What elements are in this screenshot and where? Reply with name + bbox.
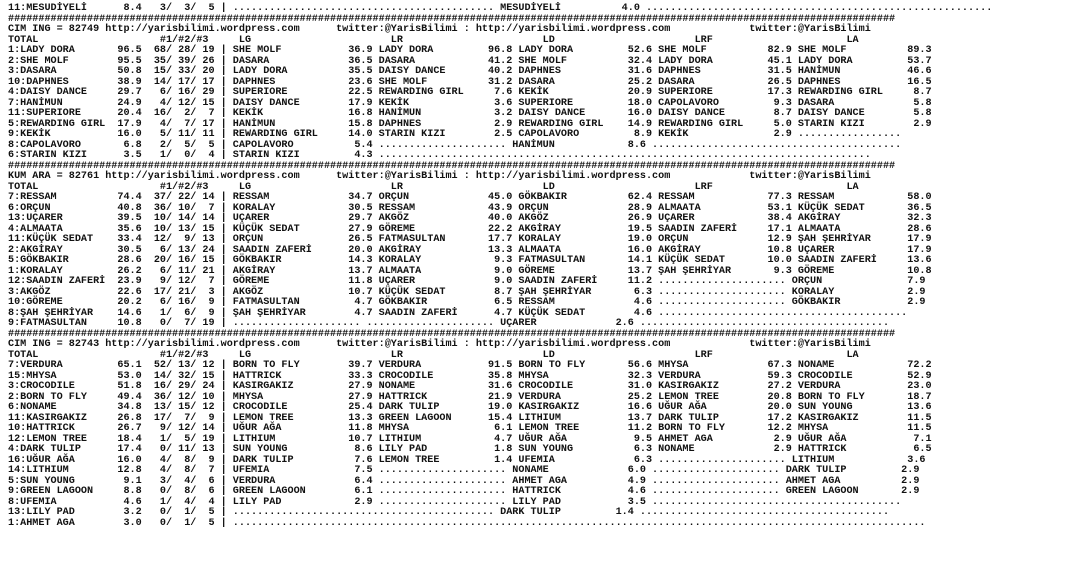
report-line: TOTAL #1/#2/#3 LG LR LD LRF LA — [8, 349, 859, 361]
report-line: 9:FATMASULTAN 10.8 0/ 7/ 19 | ..................... ..................... UÇARER 2.6 ......................................... — [8, 318, 890, 329]
report-line: 1:KORALAY 26.2 6/ 11/ 21 | AKGİRAY 13.7 ALMAATA 9.0 GÖREME 13.7 ŞAH ŞEHRİYAR 9.3 GÖREME 10.8 — [8, 265, 932, 277]
report-line: 7:HANİMUN 24.9 4/ 12/ 15 | DAISY DANCE 17.9 KEKİK 3.6 SUPERIORE 18.0 CAPOLAVORO 9.3 DASARA 5.8 — [8, 97, 932, 109]
report-line: 11:SUPERIORE 20.4 16/ 2/ 7 | KEKİK 16.8 HANİMUN 3.2 DAISY DANCE 16.0 DAISY DANCE 8.7 DAISY DANCE 5.8 — [8, 108, 932, 119]
report-line: 12:LEMON TREE 18.4 1/ 5/ 19 | LITHIUM 10.7 LITHIUM 4.7 UĞUR AĞA 9.5 AHMET AGA 2.9 UĞUR AĞA 7.1 — [8, 433, 932, 445]
report-line: 13:UÇARER 39.5 10/ 14/ 14 | UÇARER 29.7 AKGÖZ 40.0 AKGÖZ 26.9 UÇARER 38.4 AKGİRAY 32.3 — [8, 213, 932, 224]
report-line: 10:GÖREME 20.2 6/ 16/ 9 | FATMASULTAN 4.7 GÖKBAKIR 6.5 RESSAM 4.6 ..................... GÖKBAKIR 2.9 — [8, 297, 926, 308]
report-line: 11:KÜÇÜK SEDAT 33.4 12/ 9/ 13 | ORÇUN 26.5 FATMASULTAN 17.7 KORALAY 19.0 ORÇUN 12.9 ŞAH ŞEHRİYAR 17.9 — [8, 234, 932, 245]
report-line: 11:KASIRGAKIZ 26.8 17/ 7/ 9 | LEMON TREE 13.3 GREEN LAGOON 15.4 LITHIUM 13.7 DARK TULIP 17.2 KASIRGAKIZ 11.5 — [8, 412, 932, 424]
report-line: 5:GÖKBAKIR 28.6 20/ 16/ 15 | GÖKBAKIR 14.3 KORALAY 9.3 FATMASULTAN 14.1 KÜÇÜK SEDAT 10.0 SAADIN ZAFERİ 13.6 — [8, 255, 932, 266]
report-line: 4:DARK TULIP 17.4 0/ 11/ 13 | SUN YOUNG 8.6 LILY PAD 1.8 SUN YOUNG 6.3 NONAME 2.9 HATTRICK 6.5 — [8, 444, 932, 455]
report-line: 9:KEKİK 16.0 5/ 11/ 11 | REWARDING GIRL 14.0 STARIN KIZI 2.5 CAPOLAVORO 8.9 KEKİK 2.9 ................. — [8, 129, 902, 140]
report-line: 10:HATTRICK 26.7 9/ 12/ 14 | UĞUR AĞA 11.8 MHYSA 6.1 LEMON TREE 11.2 BORN TO FLY 12.2 MHYSA 11.5 — [8, 423, 932, 434]
report-line: TOTAL #1/#2/#3 LG LR LD LRF LA — [8, 34, 859, 46]
report-line: 11:MESUDİYELİ 8.4 3/ 3/ 5 | ........................................... MESUDİYELİ 4.0 ......................................................... — [8, 3, 993, 14]
report-line: 5:SUN YOUNG 9.1 3/ 4/ 6 | VERDURA 6.4 ..................... AHMET AGA 4.9 ..................... AHMET AGA 2.9 — [8, 475, 920, 487]
report-line: 15:MHYSA 53.0 14/ 32/ 15 | HATTRICK 33.3 CROCODILE 35.8 MHYSA 32.3 VERDURA 59.3 CROCODILE 52.9 — [8, 370, 932, 382]
report-line: 3:CROCODILE 51.8 16/ 29/ 24 | KASIRGAKIZ 27.9 NONAME 31.6 CROCODILE 31.0 KASIRGAKIZ 27.2 VERDURA 23.0 — [8, 381, 932, 392]
report-line: 3:AKGÖZ 22.6 17/ 21/ 3 | AKGÖZ 10.7 KÜÇÜK SEDAT 8.7 ŞAH ŞEHRİYAR 6.3 ..................... KORALAY 2.9 — [8, 286, 926, 298]
report-line: 13:LILY PAD 3.2 0/ 1/ 5 | ........................................... DARK TULIP 1.4 ......................................... — [8, 507, 890, 518]
report-line: 7:VERDURA 65.1 52/ 13/ 12 | BORN TO FLY 39.7 VERDURA 91.5 BORN TO FLY 56.6 MHYSA 67.3 NONAME 72.2 — [8, 360, 932, 371]
report-line: 10:DAPHNES 38.9 14/ 17/ 17 | DAPHNES 23.6 SHE MOLF 31.2 DASARA 25.2 DASARA 26.5 DAPHNES 16.5 — [8, 76, 932, 88]
report-line: 14:LITHIUM 12.8 4/ 8/ 7 | UFEMIA 7.5 ..................... NONAME 6.0 ..................... DARK TULIP 2.9 — [8, 465, 920, 476]
report-line: 5:REWARDING GIRL 17.9 4/ 7/ 17 | HANİMUN 15.8 DAPHNES 2.9 REWARDING GIRL 14.9 REWARDING GIRL 5.0 STARIN KIZI 2.9 — [8, 118, 932, 130]
report-line: 16:UĞUR AĞA 16.0 4/ 8/ 9 | DARK TULIP 7.6 LEMON TREE 1.4 UFEMIA 6.3 ..................... LITHIUM 3.6 — [8, 454, 926, 466]
report-line: 4:ALMAATA 35.6 10/ 13/ 15 | KÜÇÜK SEDAT 27.9 GÖREME 22.2 AKGİRAY 19.5 SAADIN ZAFERİ 17.1 ALMAATA 28.6 — [8, 223, 932, 235]
report-line: 8:ŞAH ŞEHRİYAR 14.6 1/ 6/ 9 | ŞAH ŞEHRİYAR 4.7 SAADIN ZAFERİ 4.7 KÜÇÜK SEDAT 4.6 ......................................... — [8, 307, 908, 319]
report-line: 1:LADY DORA 96.5 68/ 28/ 19 | SHE MOLF 36.9 LADY DORA 96.8 LADY DORA 52.6 SHE MOLF 82.9 SHE MOLF 89.3 — [8, 45, 932, 56]
report-line: 9:GREEN LAGOON 8.8 0/ 8/ 6 | GREEN LAGOON 6.1 ..................... HATTRICK 4.6 ..................... GREEN LAGOON 2.9 — [8, 486, 920, 497]
report-line: 1:AHMET AGA 3.0 0/ 1/ 5 | .................................................................................................................. — [8, 517, 926, 529]
report-line: 6:NONAME 34.8 13/ 15/ 12 | CROCODILE 25.4 DARK TULIP 19.0 KASIRGAKIZ 16.6 UĞUR AĞA 20.0 SUN YOUNG 13.6 — [8, 402, 932, 413]
report-line: ################################################################################################################################################## — [8, 13, 896, 25]
report-line: 6:STARIN KIZI 3.5 1/ 0/ 4 | STARIN KIZI 4.3 ................................................................................. — [8, 150, 871, 161]
report-line: 4:DAISY DANCE 29.7 6/ 16/ 29 | SUPERIORE 22.5 REWARDING GIRL 7.6 KEKİK 20.9 SUPERIORE 17.3 REWARDING GIRL 8.7 — [8, 87, 932, 98]
report-line: 2:BORN TO FLY 49.4 36/ 12/ 10 | MHYSA 27.9 HATTRICK 21.9 VERDURA 25.2 LEMON TREE 20.8 BORN TO FLY 18.7 — [8, 391, 932, 403]
report-line: ################################################################################################################################################## — [8, 160, 896, 172]
report-line: 7:RESSAM 74.4 37/ 22/ 14 | RESSAM 34.7 ORÇUN 45.0 GÖKBAKIR 62.4 RESSAM 77.3 RESSAM 58.0 — [8, 192, 932, 203]
report-line: 6:ORÇUN 40.8 36/ 10/ 7 | KORALAY 30.5 RESSAM 43.9 ORÇUN 28.9 ALMAATA 53.1 KÜÇÜK SEDAT 36.5 — [8, 202, 932, 214]
report-line: KUM ARA = 82761 http://yarisbilimi.wordpress.com twitter:@YarisBilimi : http://yarisbilimi.wordpress.com twitter:@YarisBilimi — [8, 171, 871, 182]
report-line: 2:AKGİRAY 30.5 6/ 13/ 24 | SAADIN ZAFERİ 20.0 AKGİRAY 13.3 ALMAATA 16.0 AKGİRAY 10.8 UÇARER 17.9 — [8, 244, 932, 256]
report-line: 8:CAPOLAVORO 6.8 2/ 5/ 5 | CAPOLAVORO 5.4 ..................... HANİMUN 8.6 ......................................... — [8, 139, 902, 151]
report-line: ################################################################################################################################################## — [8, 328, 896, 340]
report-line: 2:SHE MOLF 95.5 35/ 39/ 26 | DASARA 36.5 DASARA 41.2 SHE MOLF 32.4 LADY DORA 45.1 LADY DORA 53.7 — [8, 55, 932, 67]
report-line: TOTAL #1/#2/#3 LG LR LD LRF LA — [8, 181, 859, 193]
report-line: 3:DASARA 50.8 15/ 33/ 20 | LADY DORA 35.5 DAISY DANCE 40.2 DAPHNES 31.6 DAPHNES 31.5 HANİMUN 46.6 — [8, 66, 932, 77]
report-line: CIM ING = 82749 http://yarisbilimi.wordpress.com twitter:@YarisBilimi : http://yarisbilimi.wordpress.com twitter:@YarisBilimi — [8, 24, 871, 35]
report-line: 8:UFEMIA 4.6 1/ 4/ 4 | LILY PAD 2.9 ..................... LILY PAD 3.5 ......................................... — [8, 496, 902, 508]
report-line: 12:SAADIN ZAFERİ 23.9 9/ 12/ 7 | GÖREME 11.8 UÇARER 9.0 SAADIN ZAFERİ 11.2 ..................... ORÇUN 7.9 — [8, 276, 926, 287]
report-line: CIM ING = 82743 http://yarisbilimi.wordpress.com twitter:@YarisBilimi : http://yarisbilimi.wordpress.com twitter:@YarisBilimi — [8, 339, 871, 350]
